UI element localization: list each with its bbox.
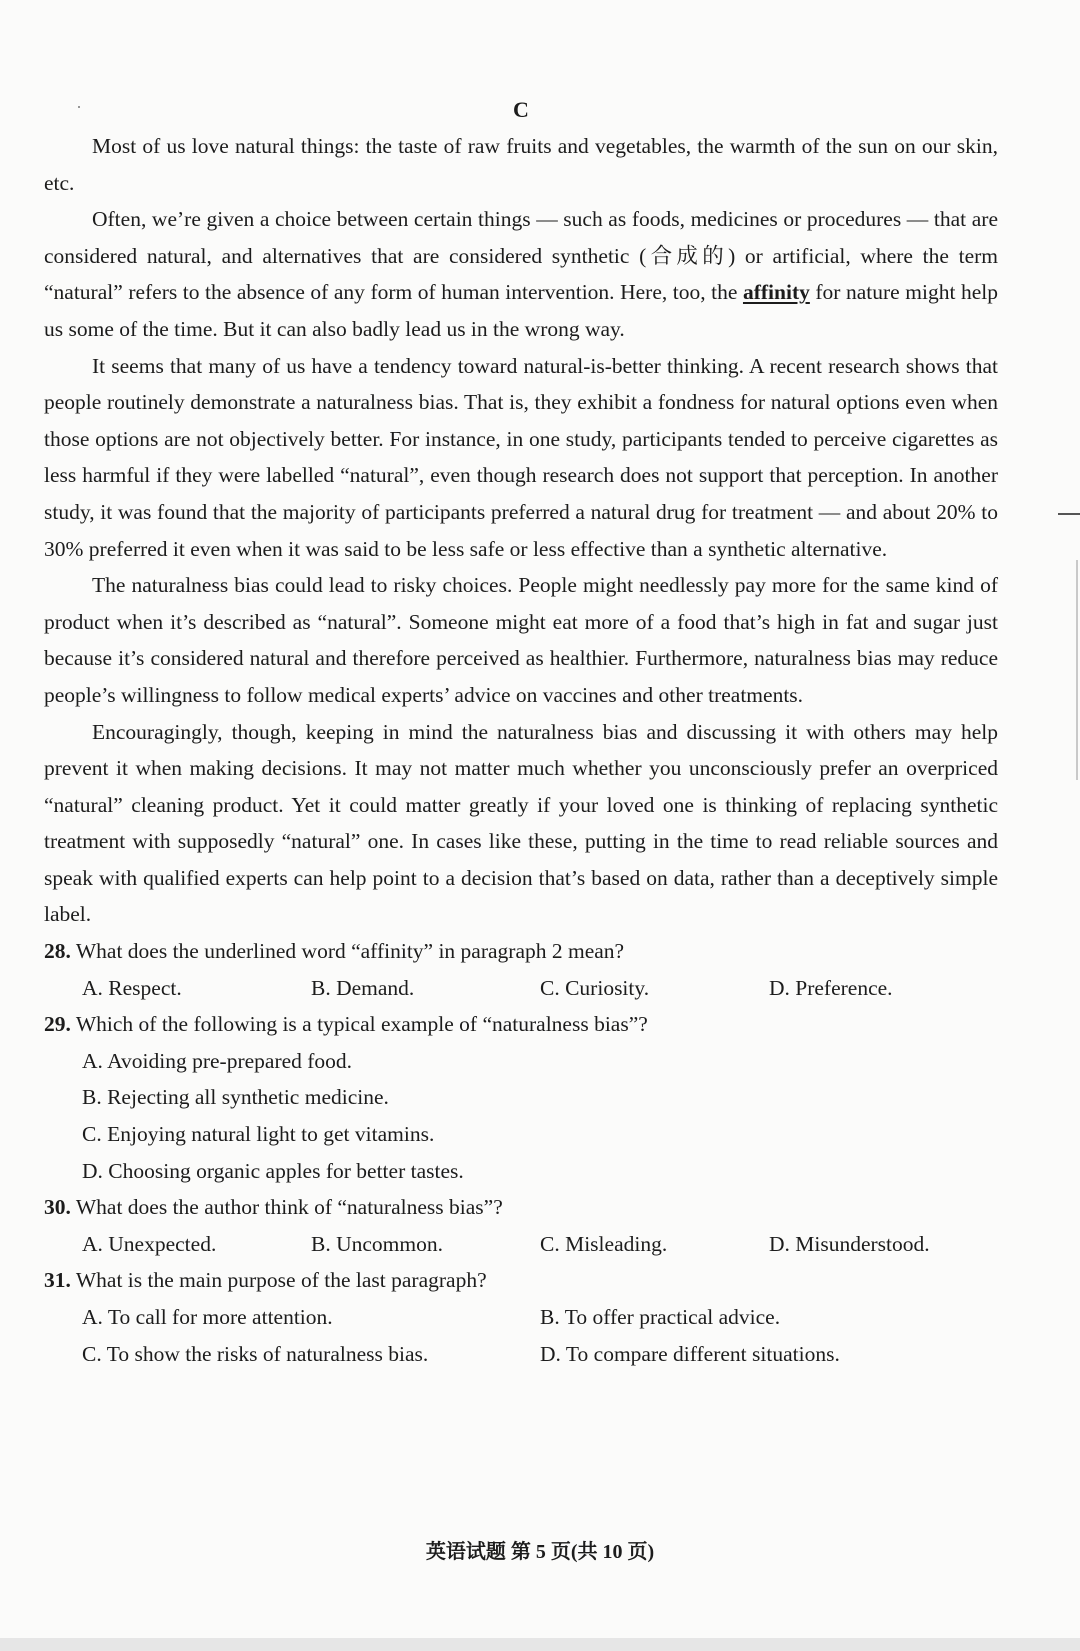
question-text: What is the main purpose of the last paragraph? (70, 1268, 487, 1293)
option-c: C. Enjoying natural light to get vitamins. (82, 1122, 435, 1147)
question-28 (44, 933, 998, 970)
question-28-options (44, 970, 998, 1007)
option-a: A. To call for more attention. (82, 1305, 333, 1329)
option-d: D. Misunderstood. (769, 1231, 930, 1256)
option-a: A. Unexpected. (82, 1231, 217, 1256)
option-c: C. Curiosity. (540, 975, 650, 1000)
question-30-options (44, 1226, 998, 1263)
question-number: 30. (44, 1195, 71, 1220)
edge-mark (1058, 513, 1080, 515)
underlined-word: affinity (742, 280, 810, 305)
p2-text-after: for nature might help us some of the time. But it can also badly lead us in the wrong way. (44, 280, 998, 341)
page-footer: 英语试题 第 5 页(共 10 页) (425, 1541, 655, 1563)
bottom-strip (0, 1638, 1080, 1651)
edge-line (1076, 560, 1078, 780)
exam-page (44, 92, 998, 1372)
option-b: B. Uncommon. (311, 1231, 443, 1256)
question-text: Which of the following is a typical example of “naturalness bias”? (70, 1012, 648, 1037)
passage-paragraph-1: Most of us love natural things: the taste of raw fruits and vegetables, the warmth of the sun on our skin, etc. (44, 134, 998, 195)
passage-paragraph-4: The naturalness bias could lead to risky choices. People might needlessly pay more for the same kind of product when it’s described as “natural”. Someone might eat more of a food that’s high in fat and sugar just because it’s considered natural and therefore perceived as healthier. Furthermore, naturalness bias may reduce people’s willingness to follow medical experts’ advice on vaccines and other treatments. (44, 573, 998, 707)
p2-text-before: Often, we’re given a choice between certain things — such as foods, medicines or procedures — that are considered natural, and alternatives that are considered synthetic (合成的) or artificial, where the term “natural” refers to the absence of any form of human intervention. Here, too, the (44, 207, 998, 305)
option-d: D. To compare different situations. (540, 1341, 840, 1366)
question-31-options-row-2 (44, 1336, 998, 1373)
option-b: B. Demand. (311, 975, 415, 1000)
section-title: C (513, 97, 529, 122)
option-d: D. Choosing organic apples for better tastes. (82, 1158, 464, 1183)
question-text: What does the underlined word “affinity” in paragraph 2 mean? (70, 939, 625, 964)
question-number: 28. (44, 939, 71, 964)
option-c: C. To show the risks of naturalness bias. (82, 1341, 429, 1366)
passage-paragraph-5: Encouragingly, though, keeping in mind the naturalness bias and discussing it with others may help prevent it when making decisions. It may not matter much whether you unconsciously prefer an overpriced “natural” cleaning product. Yet it could matter greatly if your loved one is thinking of replacing synthetic treatment with supposedly “natural” one. In cases like these, putting in the time to read reliable sources and speak with qualified experts can help point to a decision that’s based on data, rather than a deceptively simple label. (44, 719, 998, 927)
passage-paragraph-3: It seems that many of us have a tendency toward natural-is-better thinking. A recent research shows that people routinely demonstrate a naturalness bias. That is, they exhibit a fondness for natural options even when those options are not objectively better. For instance, in one study, participants tended to perceive cigarettes as less harmful if they were labelled “natural”, even though research does not support that perception. In another study, it was found that the majority of participants preferred a natural drug for treatment — and about 20% to 30% preferred it even when it was said to be less safe or less effective than a synthetic alternative. (44, 353, 998, 561)
question-29 (44, 1006, 998, 1043)
passage-paragraph-2 (44, 201, 998, 347)
option-d: D. Preference. (769, 975, 893, 1000)
question-text: What does the author think of “naturalness bias”? (70, 1195, 503, 1220)
option-c: C. Misleading. (540, 1231, 668, 1256)
option-a: A. Respect. (82, 975, 182, 1000)
question-30 (44, 1189, 998, 1226)
option-a: A. Avoiding pre-prepared food. (82, 1048, 353, 1073)
question-29-options (44, 1043, 998, 1189)
question-number: 31. (44, 1268, 71, 1293)
option-b: B. Rejecting all synthetic medicine. (82, 1085, 389, 1110)
question-31 (44, 1262, 998, 1299)
option-b: B. To offer practical advice. (540, 1305, 781, 1329)
question-31-options-row-1 (44, 1299, 998, 1336)
question-number: 29. (44, 1012, 71, 1037)
